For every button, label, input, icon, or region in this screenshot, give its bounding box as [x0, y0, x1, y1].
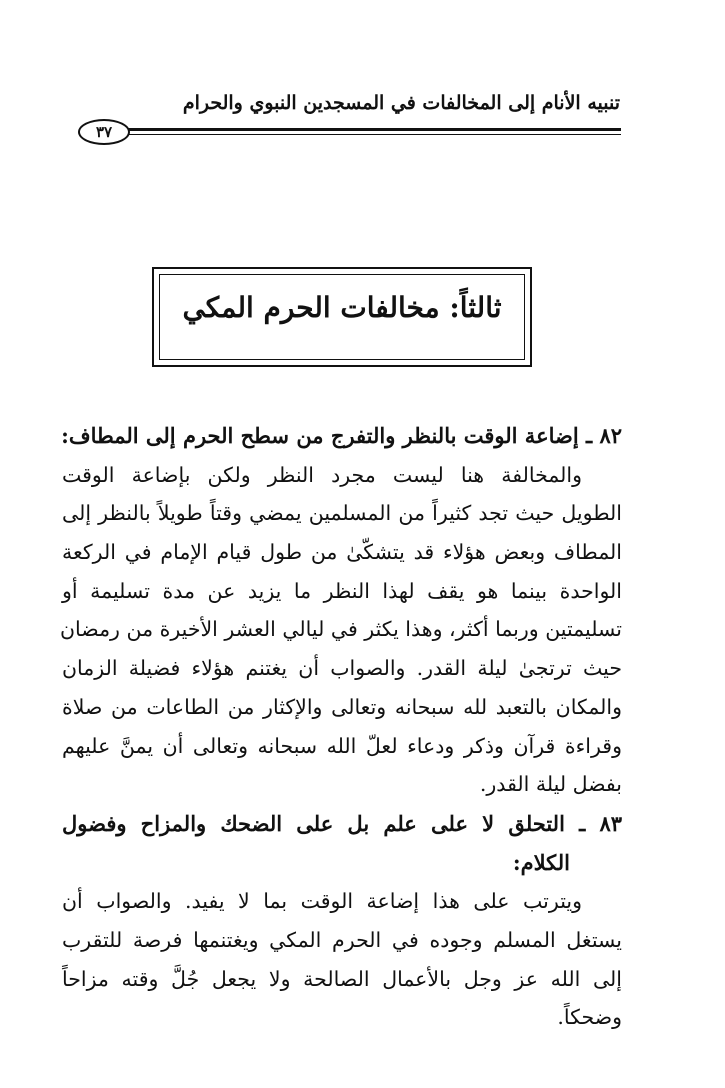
item-82-body-line: والمكان بالتعبد لله سبحانه وتعالى والإكثار من الطاعات من صلاة: [62, 694, 622, 719]
item-83: [62, 805, 622, 1037]
item-82-body-line: بفضل ليلة القدر.: [479, 772, 622, 797]
header-rule-thin: [118, 134, 621, 135]
item-83-body-line: وضحكاً.: [557, 1005, 622, 1030]
item-83-heading: ٨٣ ـ التحلق لا على علم بل على الضحك والمزاح وفضول: [62, 811, 622, 836]
section-title-box: [152, 267, 532, 367]
item-82-body-line: والمخالفة هنا ليست مجرد النظر ولكن بإضاعة الوقت: [62, 462, 582, 487]
item-82-body-line: الطويل حيث تجد كثيراً من المسلمين يمضي وقتاً طويلاً بالنظر إلى: [62, 501, 622, 526]
item-82: [62, 417, 622, 804]
item-83-body-line: يستغل المسلم وجوده في الحرم المكي ويغتنمها فرصة للتقرب: [62, 928, 622, 953]
item-82-body-line: تسليمتين وربما أكثر، وهذا يكثر في ليالي العشر الأخيرة من رمضان: [60, 617, 622, 642]
item-82-body-line: المطاف وبعض هؤلاء قد يتشكّىٰ من طول قيام الإمام في الركعة: [62, 540, 622, 565]
item-82-heading: ٨٢ ـ إضاعة الوقت بالنظر والتفرج من سطح الحرم إلى المطاف:: [61, 423, 622, 448]
item-83-heading-continuation: الكلام:: [512, 849, 570, 875]
item-82-body-line: الواحدة بينما هو يقف لهذا النظر ما يزيد عن مدة تسليمة أو: [62, 578, 622, 603]
item-83-body-line: ويترتب على هذا إضاعة الوقت بما لا يفيد. والصواب أن: [62, 889, 582, 914]
page-number: ٣٧: [78, 119, 130, 145]
item-82-body-line: حيث ترتجىٰ ليلة القدر. والصواب أن يغتنم هؤلاء فضيلة الزمان: [62, 656, 622, 681]
header-rule: [118, 128, 621, 131]
item-82-body-line: وقراءة قرآن وذكر ودعاء لعلّ الله سبحانه وتعالى أن يمنَّ عليهم: [62, 733, 622, 758]
section-title: ثالثاً: مخالفات الحرم المكي: [182, 291, 502, 324]
item-83-body-line: إلى الله عز وجل بالأعمال الصالحة ولا يجعل جُلَّ وقته مزاحاً: [62, 966, 622, 991]
running-title: تنبيه الأنام إلى المخالفات في المسجدين النبوي والحرام: [182, 92, 620, 114]
